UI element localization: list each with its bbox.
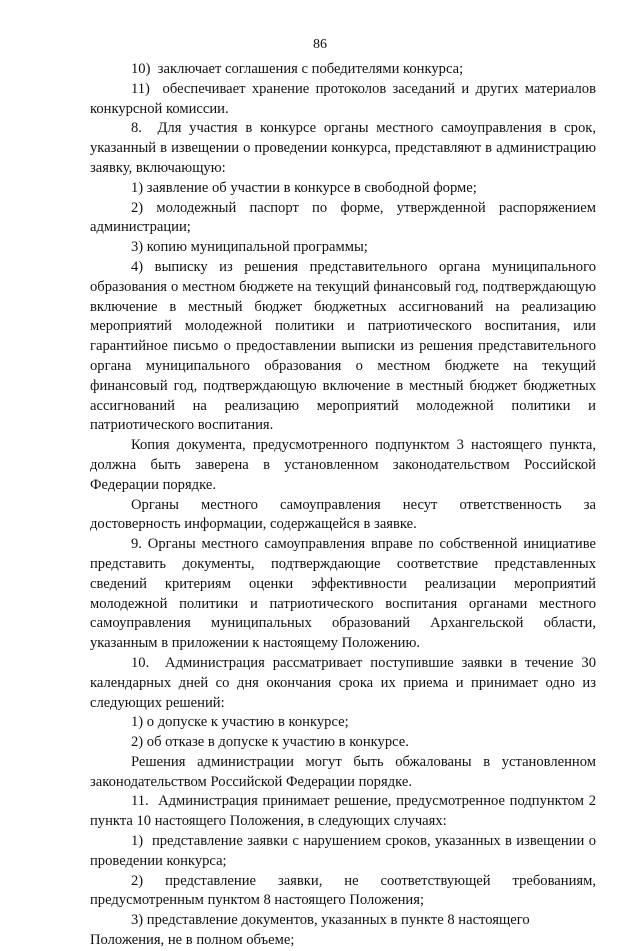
document-body: [90, 60, 596, 951]
paragraph: 11. Администрация принимает решение, предусмотренное подпунктом 2 пункта 10 настоящего Положения, в следующих случаях:: [90, 793, 596, 830]
paragraph: 10. Администрация рассматривает поступившие заявки в течение 30 календарных дней со дня окончания срока их приема и принимает одно из следующих решений:: [90, 654, 596, 711]
paragraph: 9. Органы местного самоуправления вправе по собственной инициативе представить документы, подтверждающие соответствие представленных сведений критериям оценки эффективности реализации мероприятий молодежной политики и патриотического воспитания органами местного самоуправления муниципальных образований Архангельской области, указанным в приложении к настоящему Положению.: [90, 536, 596, 652]
paragraph: Органы местного самоуправления несут ответственность за достоверность информации, содержащейся в заявке.: [90, 496, 596, 533]
paragraph: 2) представление заявки, не соответствующей требованиям, предусмотренным пунктом 8 настоящего Положения;: [90, 872, 596, 909]
paragraph: 4) выписку из решения представительного органа муниципального образования о местном бюджете на текущий финансовый год, подтверждающую включение в местный бюджет бюджетных ассигнований на реализацию мероприятий молодежной политики и патриотического воспитания, или гарантийное письмо о предоставлении выписки из решения представительного органа муниципального образования о местном бюджете на текущий финансовый год, подтверждающую включение в местный бюджет бюджетных ассигнований на реализацию мероприятий молодежной политики и патриотического воспитания.: [90, 258, 596, 434]
paragraph: Копия документа, предусмотренного подпунктом 3 настоящего пункта, должна быть заверена в установленном законодательством Российской Федерации порядке.: [90, 437, 596, 493]
paragraph: 11) обеспечивает хранение протоколов заседаний и других материалов конкурсной комиссии.: [90, 80, 596, 117]
paragraph: 1) представление заявки с нарушением сроков, указанных в извещении о проведении конкурса;: [90, 833, 596, 869]
paragraph: 3) представление документов, указанных в пункте 8 настоящего Положения, не в полном объеме;: [90, 912, 530, 949]
paragraph: 10) заключает соглашения с победителями конкурса;: [131, 61, 464, 77]
paragraph: 8. Для участия в конкурсе органы местного самоуправления в срок, указанный в извещении о проведении конкурса, представляют в администрацию заявку, включающую:: [90, 120, 596, 176]
paragraph: Решения администрации могут быть обжалованы в установленном законодательством Российской Федерации порядке.: [90, 753, 596, 790]
paragraph: 3) копию муниципальной программы;: [131, 239, 368, 256]
paragraph: 1) заявление об участии в конкурсе в свободной форме;: [131, 179, 477, 196]
page-number: 86: [313, 37, 327, 52]
paragraph: 1) о допуске к участию в конкурсе;: [131, 714, 349, 731]
paragraph: 2) об отказе в допуске к участию в конкурсе.: [131, 734, 409, 751]
paragraph: 2) молодежный паспорт по форме, утвержденной распоряжением администрации;: [90, 199, 596, 236]
